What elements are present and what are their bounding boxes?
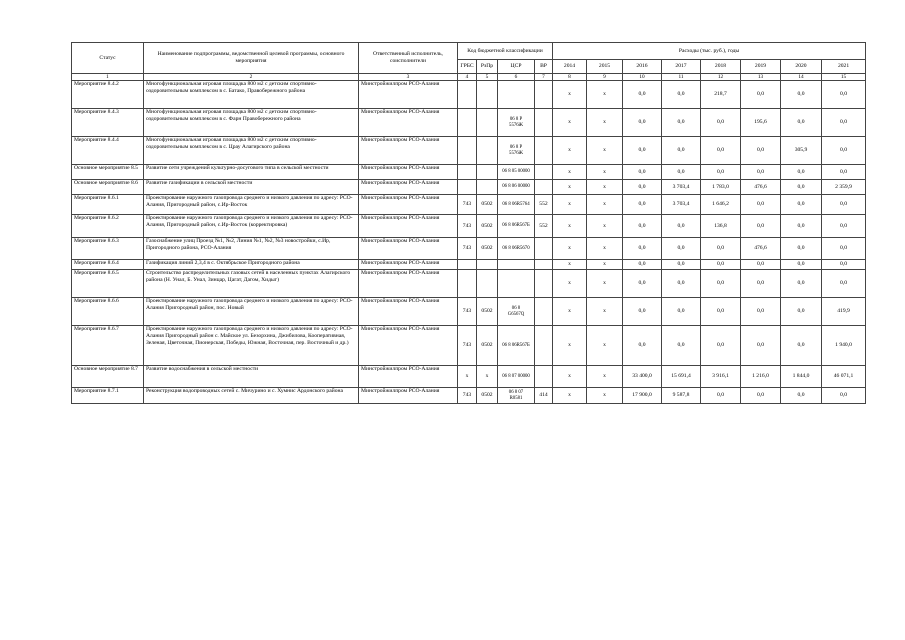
- row-name: Многофункциональная игровая площадка 800 м2 с детским спортивно-оздоровительным комплексом в с. Црау Алагирского района: [144, 137, 359, 165]
- header-executor: Ответственный исполнитель, соисполнители: [359, 43, 458, 74]
- row-csr: 06 8 G6567Q: [498, 298, 535, 326]
- row-year-value: 0,0: [623, 270, 662, 298]
- row-rzpr: [477, 109, 498, 137]
- row-rzpr: 0502: [477, 388, 498, 404]
- row-grbs: 743: [458, 195, 477, 215]
- header-vr: ВР: [535, 60, 553, 74]
- row-year-value: 136,8: [701, 215, 741, 238]
- row-year-value: 0,0: [623, 165, 662, 180]
- row-rzpr: 0502: [477, 238, 498, 260]
- row-year-value: 0,0: [822, 238, 866, 260]
- column-number: 14: [781, 74, 822, 81]
- row-name: Развитие сети учреждений культурно-досугового типа в сельской местности: [144, 165, 359, 180]
- row-csr: 06 8 06R567Б: [498, 326, 535, 366]
- row-rzpr: 0502: [477, 195, 498, 215]
- row-year-value: х: [553, 215, 587, 238]
- table-row: [72, 137, 866, 165]
- table-row: [72, 260, 866, 270]
- column-number: 8: [553, 74, 587, 81]
- row-csr: 06 8 06R567Б: [498, 215, 535, 238]
- row-grbs: [458, 137, 477, 165]
- row-year-value: х: [553, 109, 587, 137]
- row-year-value: 0,0: [701, 238, 741, 260]
- row-grbs: [458, 260, 477, 270]
- column-number: 10: [623, 74, 662, 81]
- row-year-value: 0,0: [741, 298, 781, 326]
- row-year-value: 0,0: [701, 388, 741, 404]
- row-grbs: [458, 165, 477, 180]
- row-vr: 552: [535, 195, 553, 215]
- row-year-value: 0,0: [781, 238, 822, 260]
- row-year-value: 3 916,1: [701, 366, 741, 388]
- row-vr: 414: [535, 388, 553, 404]
- column-number: 5: [477, 74, 498, 81]
- row-year-value: 0,0: [741, 137, 781, 165]
- header-grbs: ГРБС: [458, 60, 477, 74]
- row-year-value: 0,0: [822, 388, 866, 404]
- row-executor: Минстройжилпром РСО-Алания: [359, 137, 458, 165]
- row-name: Проектирование наружного газопровода среднего и низкого давления по адресу: РСО-Алания Пригородный район, пос. Новый: [144, 298, 359, 326]
- row-year-value: 1 216,0: [741, 366, 781, 388]
- header-year: 2017: [662, 60, 701, 74]
- table-row: [72, 366, 866, 388]
- row-year-value: 0,0: [822, 260, 866, 270]
- row-year-value: 3 703,4: [662, 195, 701, 215]
- row-name: Развитие водоснабжения в сельской местности: [144, 366, 359, 388]
- row-year-value: 0,0: [662, 137, 701, 165]
- row-year-value: х: [587, 180, 623, 195]
- row-year-value: х: [587, 388, 623, 404]
- row-grbs: [458, 180, 477, 195]
- table-row: [72, 238, 866, 260]
- row-year-value: 0,0: [822, 195, 866, 215]
- row-name: Проектирование наружного газопровода среднего и низкого давления по адресу: РСО-Алания, Пригородный район, с.Ир-Восток: [144, 195, 359, 215]
- row-year-value: х: [553, 366, 587, 388]
- row-executor: Минстройжилпром РСО-Алания: [359, 298, 458, 326]
- row-name: Проектирование наружного газопровода среднего и низкого давления по адресу: РСО-Алания Пригородный район с. Майское ул. Безорхина, Джибилова, Кооперативная, Зеленая, Цветочная, Пионерская, Победы, Южная, Восточная, пер. Восточный и др.): [144, 326, 359, 366]
- row-rzpr: [477, 81, 498, 109]
- row-status: Мероприятие 8.4.4: [72, 137, 144, 165]
- row-year-value: х: [553, 260, 587, 270]
- row-year-value: 476,6: [741, 238, 781, 260]
- row-grbs: [458, 109, 477, 137]
- row-year-value: х: [587, 270, 623, 298]
- header-year: 2016: [623, 60, 662, 74]
- row-year-value: 9 587,8: [662, 388, 701, 404]
- row-year-value: 0,0: [701, 137, 741, 165]
- row-year-value: 0,0: [741, 81, 781, 109]
- row-year-value: 0,0: [623, 326, 662, 366]
- column-number: 1: [72, 74, 144, 81]
- row-status: Мероприятие 8.6.2: [72, 215, 144, 238]
- row-year-value: 0,0: [822, 165, 866, 180]
- header-year: 2014: [553, 60, 587, 74]
- row-grbs: х: [458, 366, 477, 388]
- column-number: 2: [144, 74, 359, 81]
- row-year-value: х: [553, 270, 587, 298]
- row-year-value: 0,0: [701, 298, 741, 326]
- row-year-value: 0,0: [781, 81, 822, 109]
- budget-table: [71, 42, 866, 404]
- row-year-value: 0,0: [701, 326, 741, 366]
- row-rzpr: х: [477, 366, 498, 388]
- row-name: Проектирование наружного газопровода среднего и низкого давления по адресу: РСО-Алания, Пригородный район, с.Ир-Восток (корректировка): [144, 215, 359, 238]
- column-number: 7: [535, 74, 553, 81]
- header-budget-code: Код бюджетной классификации: [458, 43, 553, 60]
- row-year-value: 0,0: [741, 195, 781, 215]
- row-year-value: 0,0: [781, 195, 822, 215]
- row-year-value: 17 900,0: [623, 388, 662, 404]
- row-year-value: 476,6: [741, 180, 781, 195]
- row-year-value: 0,0: [662, 215, 701, 238]
- row-csr: 06 8 07 00000: [498, 366, 535, 388]
- column-numbers-row: [72, 74, 866, 81]
- row-year-value: 0,0: [623, 81, 662, 109]
- row-vr: [535, 109, 553, 137]
- row-year-value: 0,0: [781, 180, 822, 195]
- row-year-value: 305,9: [781, 137, 822, 165]
- row-year-value: х: [587, 81, 623, 109]
- row-executor: Минстройжилпром РСО-Алания: [359, 180, 458, 195]
- row-year-value: х: [553, 326, 587, 366]
- column-number: 13: [741, 74, 781, 81]
- row-csr: [498, 81, 535, 109]
- header-rzpr: РзПр: [477, 60, 498, 74]
- row-vr: [535, 270, 553, 298]
- row-year-value: х: [587, 366, 623, 388]
- row-year-value: 0,0: [662, 238, 701, 260]
- row-grbs: 743: [458, 388, 477, 404]
- row-executor: Минстройжилпром РСО-Алания: [359, 215, 458, 238]
- row-status: Мероприятие 8.6.3: [72, 238, 144, 260]
- row-year-value: 0,0: [701, 109, 741, 137]
- row-year-value: х: [553, 388, 587, 404]
- row-vr: [535, 326, 553, 366]
- row-rzpr: [477, 260, 498, 270]
- row-year-value: 33 400,0: [623, 366, 662, 388]
- row-year-value: 0,0: [662, 270, 701, 298]
- row-year-value: х: [553, 81, 587, 109]
- header-status: Статус: [72, 43, 144, 74]
- row-name: Многофункциональная игровая площадка 800 м2 с детским спортивно-оздоровительным комплексом в с. Фарн Правобережного района: [144, 109, 359, 137]
- row-vr: [535, 366, 553, 388]
- table-row: [72, 326, 866, 366]
- row-year-value: х: [587, 137, 623, 165]
- column-number: 3: [359, 74, 458, 81]
- row-year-value: 0,0: [623, 195, 662, 215]
- row-year-value: х: [553, 165, 587, 180]
- row-year-value: 0,0: [822, 109, 866, 137]
- row-year-value: 0,0: [701, 270, 741, 298]
- header-csr: ЦСР: [498, 60, 535, 74]
- row-year-value: 0,0: [822, 270, 866, 298]
- header-year: 2020: [781, 60, 822, 74]
- row-year-value: 0,0: [822, 137, 866, 165]
- row-csr: [498, 260, 535, 270]
- row-executor: Минстройжилпром РСО-Алания: [359, 388, 458, 404]
- row-status: Мероприятие 8.4.3: [72, 109, 144, 137]
- row-year-value: 0,0: [741, 165, 781, 180]
- row-vr: [535, 298, 553, 326]
- row-grbs: 743: [458, 215, 477, 238]
- table-row: [72, 298, 866, 326]
- row-year-value: 46 071,1: [822, 366, 866, 388]
- table-row: [72, 270, 866, 298]
- row-csr: 06 8 06R5764: [498, 195, 535, 215]
- row-vr: [535, 238, 553, 260]
- row-vr: [535, 260, 553, 270]
- header-year: 2018: [701, 60, 741, 74]
- row-rzpr: [477, 165, 498, 180]
- table-row: [72, 81, 866, 109]
- row-year-value: 195,6: [741, 109, 781, 137]
- row-rzpr: 0502: [477, 326, 498, 366]
- row-year-value: х: [553, 238, 587, 260]
- row-vr: [535, 81, 553, 109]
- row-year-value: 0,0: [741, 270, 781, 298]
- row-year-value: 1 646,2: [701, 195, 741, 215]
- row-year-value: 0,0: [781, 215, 822, 238]
- row-year-value: 1 844,0: [781, 366, 822, 388]
- row-year-value: 0,0: [781, 298, 822, 326]
- row-year-value: 0,0: [822, 215, 866, 238]
- row-grbs: 743: [458, 298, 477, 326]
- row-year-value: 0,0: [662, 81, 701, 109]
- row-status: Основное мероприятие 8.5: [72, 165, 144, 180]
- row-year-value: 0,0: [781, 326, 822, 366]
- row-status: Основное мероприятие 8.7: [72, 366, 144, 388]
- row-year-value: 3 703,4: [662, 180, 701, 195]
- column-number: 4: [458, 74, 477, 81]
- row-year-value: 0,0: [701, 260, 741, 270]
- row-year-value: 0,0: [822, 81, 866, 109]
- row-year-value: 0,0: [781, 165, 822, 180]
- row-year-value: х: [587, 260, 623, 270]
- row-csr: 06 8 07 R0581: [498, 388, 535, 404]
- row-status: Мероприятие 8.7.1: [72, 388, 144, 404]
- row-year-value: х: [587, 238, 623, 260]
- row-year-value: 0,0: [623, 109, 662, 137]
- row-year-value: 15 691,4: [662, 366, 701, 388]
- column-number: 12: [701, 74, 741, 81]
- row-csr: [498, 270, 535, 298]
- row-status: Основное мероприятие 8.6: [72, 180, 144, 195]
- row-vr: [535, 165, 553, 180]
- row-grbs: 743: [458, 326, 477, 366]
- row-year-value: х: [553, 180, 587, 195]
- row-year-value: 0,0: [781, 260, 822, 270]
- row-csr: 06 8 05 00000: [498, 165, 535, 180]
- table-row: [72, 180, 866, 195]
- row-grbs: 743: [458, 238, 477, 260]
- table-row: [72, 388, 866, 404]
- row-executor: Минстройжилпром РСО-Алания: [359, 238, 458, 260]
- row-year-value: 0,0: [662, 109, 701, 137]
- row-year-value: х: [587, 195, 623, 215]
- row-status: Мероприятие 8.6.7: [72, 326, 144, 366]
- row-vr: [535, 180, 553, 195]
- row-name: Развитие газификации в сельской местности: [144, 180, 359, 195]
- row-year-value: х: [587, 298, 623, 326]
- row-executor: Минстройжилпром РСО-Алания: [359, 260, 458, 270]
- row-executor: Минстройжилпром РСО-Алания: [359, 366, 458, 388]
- row-executor: Минстройжилпром РСО-Алания: [359, 195, 458, 215]
- row-grbs: [458, 81, 477, 109]
- row-rzpr: [477, 137, 498, 165]
- row-year-value: х: [587, 326, 623, 366]
- row-year-value: 2 359,9: [822, 180, 866, 195]
- header-year: 2019: [741, 60, 781, 74]
- row-status: Мероприятие 8.6.5: [72, 270, 144, 298]
- row-year-value: 0,0: [781, 270, 822, 298]
- row-year-value: х: [553, 137, 587, 165]
- header-name: Наименование подпрограммы, ведомственной целевой программы, основного мероприятия: [144, 43, 359, 74]
- row-name: Газификация линий 2,3,4 в с. Октябрьское Пригородного района: [144, 260, 359, 270]
- row-year-value: 0,0: [701, 165, 741, 180]
- row-status: Мероприятие 8.6.6: [72, 298, 144, 326]
- column-number: 9: [587, 74, 623, 81]
- header-year: 2015: [587, 60, 623, 74]
- row-vr: [535, 137, 553, 165]
- column-number: 6: [498, 74, 535, 81]
- row-year-value: х: [587, 165, 623, 180]
- row-year-value: 1 940,0: [822, 326, 866, 366]
- column-number: 15: [822, 74, 866, 81]
- row-year-value: 0,0: [623, 180, 662, 195]
- row-year-value: х: [587, 215, 623, 238]
- row-rzpr: 0502: [477, 298, 498, 326]
- row-name: Многофункциональная игровая площадка 800 м2 с детским спортивно-оздоровительным комплексом в с. Батако, Правобережного района: [144, 81, 359, 109]
- row-year-value: 1 783,0: [701, 180, 741, 195]
- row-csr: 06 8 Р 5576Ж: [498, 137, 535, 165]
- row-year-value: 0,0: [623, 238, 662, 260]
- row-year-value: 0,0: [741, 260, 781, 270]
- header-year: 2021: [822, 60, 866, 74]
- table-row: [72, 195, 866, 215]
- row-year-value: 0,0: [662, 165, 701, 180]
- column-number: 11: [662, 74, 701, 81]
- row-grbs: [458, 270, 477, 298]
- row-executor: Минстройжилпром РСО-Алания: [359, 109, 458, 137]
- row-year-value: 0,0: [741, 388, 781, 404]
- row-year-value: х: [553, 298, 587, 326]
- table-row: [72, 165, 866, 180]
- row-csr: 06 8 06 00000: [498, 180, 535, 195]
- row-year-value: 0,0: [741, 215, 781, 238]
- row-status: Мероприятие 8.4.2: [72, 81, 144, 109]
- row-executor: Минстройжилпром РСО-Алания: [359, 81, 458, 109]
- row-executor: Минстройжилпром РСО-Алания: [359, 165, 458, 180]
- row-name: Газоснабжение улиц Проезд №1, №2, Линия №1, №2, №3 новостройки, с.Ир, Пригородного района, РСО-Алания: [144, 238, 359, 260]
- row-year-value: 0,0: [662, 260, 701, 270]
- row-year-value: 0,0: [741, 326, 781, 366]
- row-year-value: 218,7: [701, 81, 741, 109]
- row-year-value: 0,0: [662, 326, 701, 366]
- row-year-value: 0,0: [623, 298, 662, 326]
- row-year-value: 0,0: [781, 109, 822, 137]
- row-name: Строительство распределительных газовых сетей в населенных пунктах Алагирского района (Н. Унал, Б. Унал, Зинцар, Цагат, Дагом, Хидыг): [144, 270, 359, 298]
- row-vr: 552: [535, 215, 553, 238]
- row-year-value: 0,0: [623, 215, 662, 238]
- row-year-value: 0,0: [781, 388, 822, 404]
- row-name: Реконструкция водопроводных сетей с. Мичурино и с. Хумнис Ардонского района: [144, 388, 359, 404]
- row-rzpr: [477, 270, 498, 298]
- row-rzpr: 0502: [477, 215, 498, 238]
- row-csr: 06 8 Р 5576Ж: [498, 109, 535, 137]
- table-row: [72, 109, 866, 137]
- row-year-value: х: [553, 195, 587, 215]
- header-expenses: Расходы (тыс. руб.), годы: [553, 43, 866, 60]
- table-row: [72, 215, 866, 238]
- row-rzpr: [477, 180, 498, 195]
- row-executor: Минстройжилпром РСО-Алания: [359, 270, 458, 298]
- row-csr: 06 8 06R5670: [498, 238, 535, 260]
- row-year-value: х: [587, 109, 623, 137]
- row-year-value: 0,0: [662, 298, 701, 326]
- row-status: Мероприятие 8.6.4: [72, 260, 144, 270]
- row-year-value: 0,0: [623, 137, 662, 165]
- row-year-value: 419,9: [822, 298, 866, 326]
- row-status: Мероприятие 8.6.1: [72, 195, 144, 215]
- row-executor: Минстройжилпром РСО-Алания: [359, 326, 458, 366]
- row-year-value: 0,0: [623, 260, 662, 270]
